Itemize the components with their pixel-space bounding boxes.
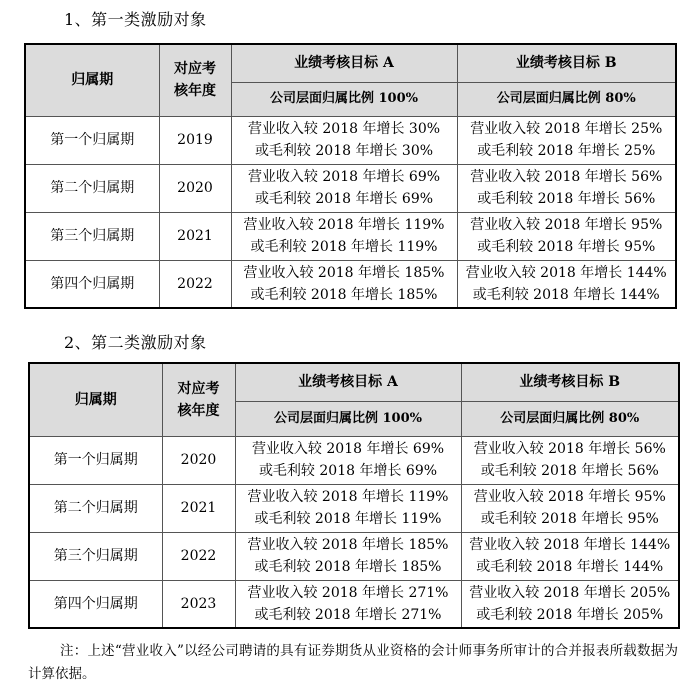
target-a-cell	[235, 484, 461, 532]
year-cell: 2023	[162, 580, 235, 628]
target-a-cell	[231, 164, 457, 212]
target-a-profit: 或毛利较 2018 年增长 69%	[254, 191, 434, 207]
target-a-cell	[235, 580, 461, 628]
section-2-title: 2、第二类激励对象	[64, 333, 207, 352]
target-a-cell	[235, 436, 461, 484]
period-cell: 第四个归属期	[25, 260, 159, 308]
table-row	[25, 212, 676, 260]
header-ratio-a: 公司层面归属比例 100%	[231, 82, 457, 116]
period-cell: 第三个归属期	[29, 532, 162, 580]
header-year	[162, 363, 235, 436]
target-b-revenue: 营业收入较 2018 年增长 56%	[473, 441, 666, 457]
target-b-cell	[461, 532, 679, 580]
target-a-profit: 或毛利较 2018 年增长 119%	[250, 239, 438, 255]
header-ratio-b: 公司层面归属比例 80%	[461, 401, 679, 436]
header-ratio-b: 公司层面归属比例 80%	[457, 82, 676, 116]
table-row	[25, 116, 676, 164]
year-cell: 2020	[162, 436, 235, 484]
header-target-a: 业绩考核目标 A	[231, 44, 457, 82]
target-a-profit: 或毛利较 2018 年增长 30%	[254, 143, 434, 159]
year-cell: 2021	[159, 212, 231, 260]
target-a-profit: 或毛利较 2018 年增长 271%	[254, 606, 442, 623]
header-year-line2: 核年度	[174, 83, 216, 100]
period-cell: 第一个归属期	[29, 436, 162, 484]
target-a-revenue: 营业收入较 2018 年增长 69%	[251, 441, 445, 457]
year-cell: 2021	[162, 484, 235, 532]
target-b-revenue: 营业收入较 2018 年增长 56%	[470, 169, 663, 185]
year-cell: 2020	[159, 164, 231, 212]
target-b-cell	[457, 260, 676, 308]
target-a-revenue: 营业收入较 2018 年增长 69%	[247, 169, 441, 185]
target-b-profit: 或毛利较 2018 年增长 144%	[476, 559, 664, 575]
target-a-cell	[231, 212, 457, 260]
table-row	[25, 260, 676, 308]
target-a-revenue: 营业收入较 2018 年增长 271%	[247, 584, 449, 601]
table-row	[25, 164, 676, 212]
target-b-revenue: 营业收入较 2018 年增长 144%	[465, 264, 667, 281]
table-row	[29, 580, 679, 628]
target-a-profit: 或毛利较 2018 年增长 185%	[250, 286, 438, 303]
target-b-revenue: 营业收入较 2018 年增长 144%	[469, 537, 671, 553]
section-1-title: 1、第一类激励对象	[64, 10, 207, 29]
target-b-profit: 或毛利较 2018 年增长 56%	[477, 191, 656, 207]
period-cell: 第二个归属期	[29, 484, 162, 532]
header-period: 归属期	[25, 44, 159, 116]
performance-table-1	[24, 43, 677, 309]
target-b-profit: 或毛利较 2018 年增长 25%	[477, 143, 656, 159]
year-cell: 2019	[159, 116, 231, 164]
target-a-profit: 或毛利较 2018 年增长 69%	[258, 463, 438, 479]
target-b-profit: 或毛利较 2018 年增长 56%	[480, 463, 659, 479]
period-cell: 第一个归属期	[25, 116, 159, 164]
target-b-revenue: 营业收入较 2018 年增长 95%	[470, 217, 663, 233]
target-b-revenue: 营业收入较 2018 年增长 205%	[469, 584, 671, 601]
target-b-profit: 或毛利较 2018 年增长 205%	[476, 606, 664, 623]
period-cell: 第二个归属期	[25, 164, 159, 212]
year-cell: 2022	[162, 532, 235, 580]
target-a-cell	[231, 116, 457, 164]
target-b-revenue: 营业收入较 2018 年增长 95%	[473, 489, 666, 505]
target-a-revenue: 营业收入较 2018 年增长 185%	[243, 264, 445, 281]
header-target-b: 业绩考核目标 B	[457, 44, 676, 82]
target-b-cell	[461, 580, 679, 628]
target-a-revenue: 营业收入较 2018 年增长 185%	[247, 537, 449, 553]
target-b-cell	[461, 484, 679, 532]
header-target-b: 业绩考核目标 B	[461, 363, 679, 401]
header-year-line1: 对应考	[177, 380, 220, 397]
target-a-cell	[231, 260, 457, 308]
target-b-profit: 或毛利较 2018 年增长 95%	[480, 511, 659, 527]
target-a-profit: 或毛利较 2018 年增长 119%	[254, 511, 442, 527]
header-target-a: 业绩考核目标 A	[235, 363, 461, 401]
table-row	[29, 484, 679, 532]
header-year-line2: 核年度	[177, 402, 220, 419]
header-year	[159, 44, 231, 116]
target-a-revenue: 营业收入较 2018 年增长 119%	[247, 489, 449, 505]
target-a-cell	[235, 532, 461, 580]
target-b-cell	[457, 116, 676, 164]
target-b-profit: 或毛利较 2018 年增长 95%	[477, 239, 656, 255]
period-cell: 第四个归属期	[29, 580, 162, 628]
year-cell: 2022	[159, 260, 231, 308]
target-b-cell	[457, 164, 676, 212]
period-cell: 第三个归属期	[25, 212, 159, 260]
target-a-profit: 或毛利较 2018 年增长 185%	[254, 559, 442, 575]
target-a-revenue: 营业收入较 2018 年增长 30%	[247, 121, 441, 137]
target-b-profit: 或毛利较 2018 年增长 144%	[472, 286, 660, 303]
target-b-cell	[461, 436, 679, 484]
header-ratio-a: 公司层面归属比例 100%	[235, 401, 461, 436]
header-period: 归属期	[29, 363, 162, 436]
performance-table-2	[28, 362, 680, 629]
target-a-revenue: 营业收入较 2018 年增长 119%	[243, 217, 445, 233]
target-b-revenue: 营业收入较 2018 年增长 25%	[470, 121, 663, 137]
target-b-cell	[457, 212, 676, 260]
table-row	[29, 532, 679, 580]
table-row	[29, 436, 679, 484]
header-year-line1: 对应考	[174, 61, 216, 78]
footnote: 注：上述“营业收入”以经公司聘请的具有证券期货从业资格的会计师事务所审计的合并报表所载数据为计算依据。	[28, 643, 678, 682]
